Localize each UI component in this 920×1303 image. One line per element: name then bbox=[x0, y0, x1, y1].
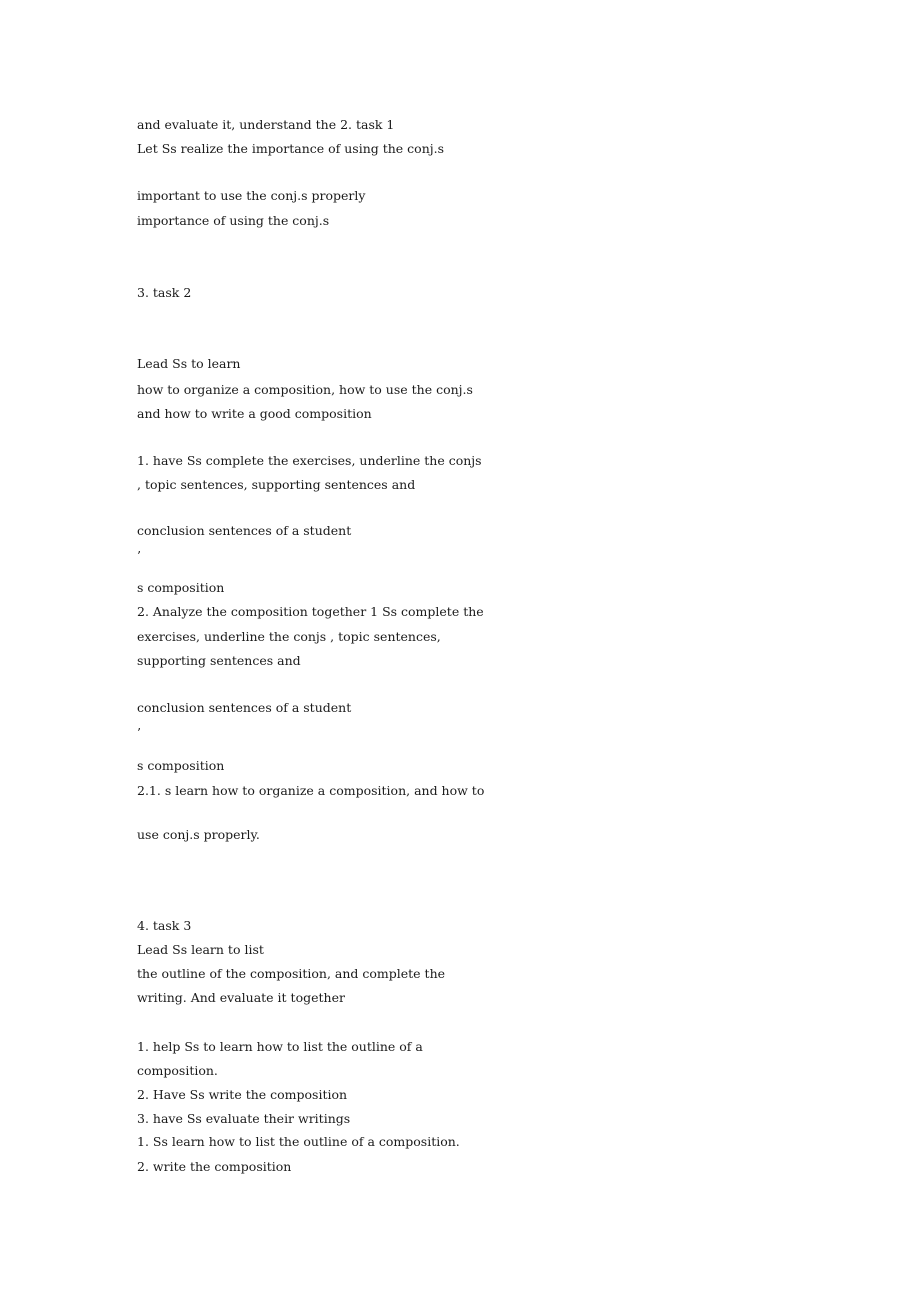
text-line: important to use the conj.s properly bbox=[137, 188, 366, 203]
text-line: Lead Ss learn to list bbox=[137, 942, 264, 957]
text-line: 1. Ss learn how to list the outline of a composition. bbox=[137, 1134, 460, 1149]
text-line: exercises, underline the conjs , topic sentences, bbox=[137, 629, 441, 644]
text-line: Lead Ss to learn bbox=[137, 356, 241, 371]
section-heading-task-2: 3. task 2 bbox=[137, 285, 192, 300]
text-line: s composition bbox=[137, 758, 225, 773]
text-line: 1. have Ss complete the exercises, underline the conjs bbox=[137, 453, 482, 468]
text-line: writing. And evaluate it together bbox=[137, 990, 345, 1005]
text-line: ’ bbox=[137, 548, 141, 563]
text-line: supporting sentences and bbox=[137, 653, 301, 668]
text-line: and evaluate it, understand the 2. task 1 bbox=[137, 117, 395, 132]
text-line: 2.1. s learn how to organize a composition, and how to bbox=[137, 783, 485, 798]
text-line: use conj.s properly. bbox=[137, 827, 260, 842]
text-line: s composition bbox=[137, 580, 225, 595]
section-heading-task-3: 4. task 3 bbox=[137, 918, 192, 933]
text-line: 2. Analyze the composition together 1 Ss complete the bbox=[137, 604, 484, 619]
text-line: 1. help Ss to learn how to list the outline of a bbox=[137, 1039, 423, 1054]
text-line: 3. have Ss evaluate their writings bbox=[137, 1111, 351, 1126]
text-line: conclusion sentences of a student bbox=[137, 523, 352, 538]
text-line: ’ bbox=[137, 725, 141, 740]
text-line: how to organize a composition, how to use the conj.s bbox=[137, 382, 473, 397]
text-line: and how to write a good composition bbox=[137, 406, 372, 421]
text-line: composition. bbox=[137, 1063, 218, 1078]
text-line: , topic sentences, supporting sentences and bbox=[137, 477, 416, 492]
text-line: 2. write the composition bbox=[137, 1159, 292, 1174]
text-line: the outline of the composition, and complete the bbox=[137, 966, 446, 981]
text-line: Let Ss realize the importance of using the conj.s bbox=[137, 141, 445, 156]
text-line: conclusion sentences of a student bbox=[137, 700, 352, 715]
text-line: importance of using the conj.s bbox=[137, 213, 330, 228]
text-line: 2. Have Ss write the composition bbox=[137, 1087, 348, 1102]
